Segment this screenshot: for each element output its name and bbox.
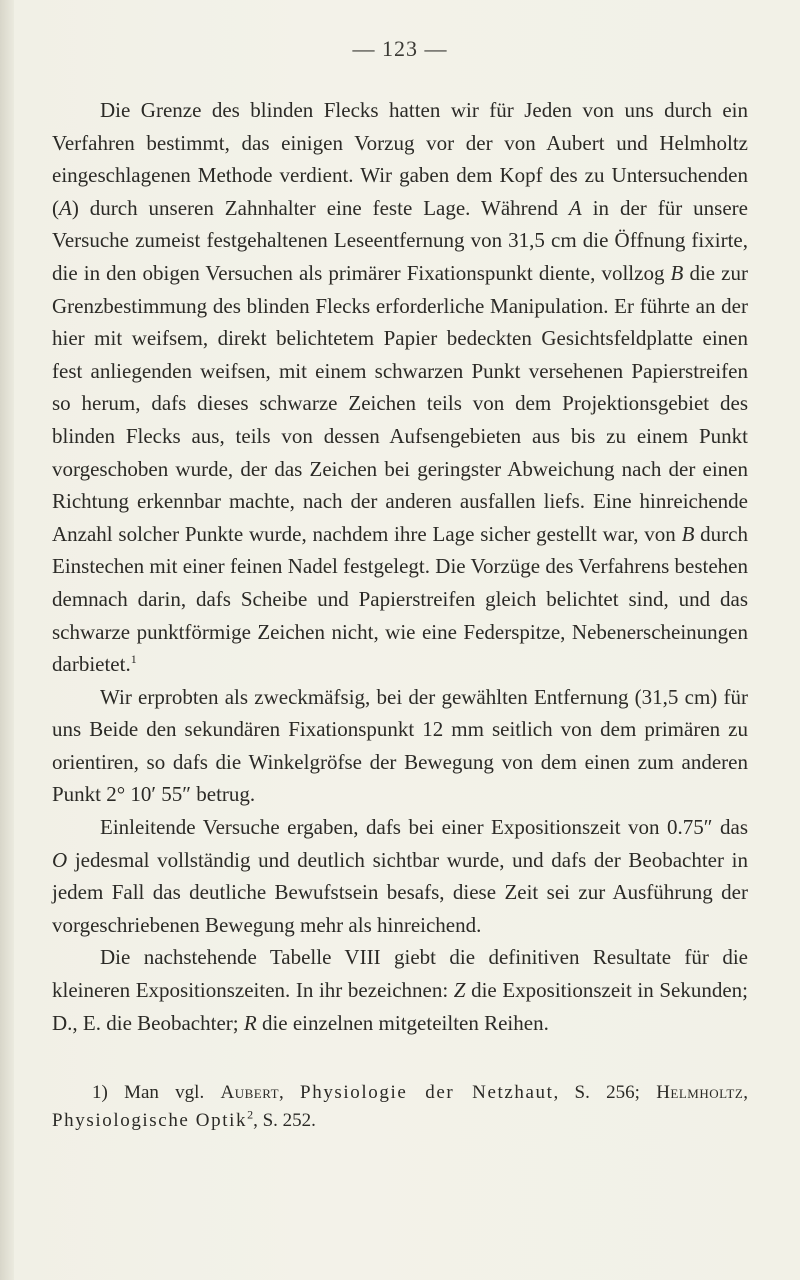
text-run: Physiologische Optik <box>52 1110 248 1131</box>
footnote-marker[interactable]: 2 <box>247 1107 254 1122</box>
footnote <box>52 1079 748 1135</box>
italic-symbol: O <box>52 847 68 872</box>
paragraph <box>52 94 748 681</box>
text-run: , <box>279 1082 301 1103</box>
text-run: Die nachstehende Tabelle VIII giebt die definitiven Resultate für die kleineren Expositionszeiten. In ihr bezeichnen: <box>52 945 748 1003</box>
text-run: in der für unsere Versuche zumeist festgehaltenen Leseentfernung von 31,5 cm die Öffnung fixirte, die in den obigen Versuchen als primärer Fixationspunkt diente, vollzog <box>52 195 748 285</box>
text-run: , S. 252. <box>253 1110 316 1131</box>
italic-symbol: A <box>568 195 582 220</box>
text-run: , <box>743 1082 749 1103</box>
paragraph <box>52 941 748 1039</box>
italic-symbol: Z <box>453 978 466 1003</box>
page-number: — 123 — <box>352 36 448 61</box>
body-text <box>52 94 748 1039</box>
italic-symbol: B <box>670 260 684 285</box>
footnote-marker[interactable]: 1 <box>130 652 137 667</box>
italic-symbol: A <box>59 195 72 220</box>
italic-symbol: R <box>243 1010 257 1035</box>
text-run: jedesmal vollständig und deutlich sichtbar wurde, und dafs der Beobachter in jedem Fall das deutliche Bewufstsein besafs, diese Zeit sei zur Ausführung der vorgeschriebenen Bewegung mehr als hinreichend. <box>52 847 748 937</box>
text-run: , S. 256; <box>553 1082 657 1103</box>
text-run: die einzelnen mitgeteilten Reihen. <box>256 1010 549 1035</box>
text-run: Helmholtz <box>656 1082 744 1103</box>
text-run: die Expositionszeit in Sekunden; D., E. die Beobachter; <box>52 978 748 1035</box>
text-run: die zur Grenzbestimmung des blinden Flecks erforderliche Manipulation. Er führte an der hier mit weifsem, direkt belichtetem Papier bedeckten Gesichtsfeldplatte einen fest anliegenden weifsen, mit einem schwarzen Punkt versehenen Papierstreifen so herum, dafs dieses schwarze Zeichen teils von dem Projektionsgebiet des blinden Flecks aus, teils von dessen Aufsengebieten aus bis zu einem Punkt vorgeschoben wurde, der das Zeichen bei geringster Abweichung nach der einen Richtung erkennbar machte, nach der anderen ausfallen liefs. Eine hinreichende Anzahl solcher Punkte wurde, nachdem ihre Lage sicher gestellt war, von <box>52 260 748 546</box>
italic-symbol: B <box>681 521 695 546</box>
paragraph <box>52 811 748 941</box>
text-run: durch Einstechen mit einer feinen Nadel festgelegt. Die Vorzüge des Verfahrens bestehen demnach darin, dafs Scheibe und Papierstreifen gleich belichtet sind, und das schwarze punktförmige Zeichen nicht, wie eine Federspitze, Nebenerscheinungen darbietet. <box>52 521 748 677</box>
text-run: Physiologie der Netzhaut <box>300 1082 554 1103</box>
paragraph <box>52 681 748 811</box>
text-run: Wir erprobten als zweckmäfsig, bei der gewählten Entfernung (31,5 cm) für uns Beide den sekundären Fixationspunkt 12 mm seitlich von dem primären zu orientiren, so dafs die Winkelgröfse der Bewegung von dem einen zum anderen Punkt 2° 10′ 55″ betrug. <box>52 684 748 807</box>
page-gutter-edge <box>0 0 14 1280</box>
text-run: Einleitende Versuche ergaben, dafs bei einer Expositionszeit von 0.75″ das <box>100 815 748 840</box>
text-run: Aubert <box>220 1082 280 1103</box>
text-run: Die Grenze des blinden Flecks hatten wir für Jeden von uns durch ein Verfahren bestimmt, das einigen Vorzug vor der von Aubert und Helmholtz eingeschlagenen Methode verdient. Wir gaben dem Kopf des zu Untersuchenden ( <box>52 98 748 220</box>
text-run: ) durch unseren Zahnhalter eine feste Lage. Während <box>71 195 569 220</box>
text-run: 1) Man vgl. <box>92 1082 221 1103</box>
